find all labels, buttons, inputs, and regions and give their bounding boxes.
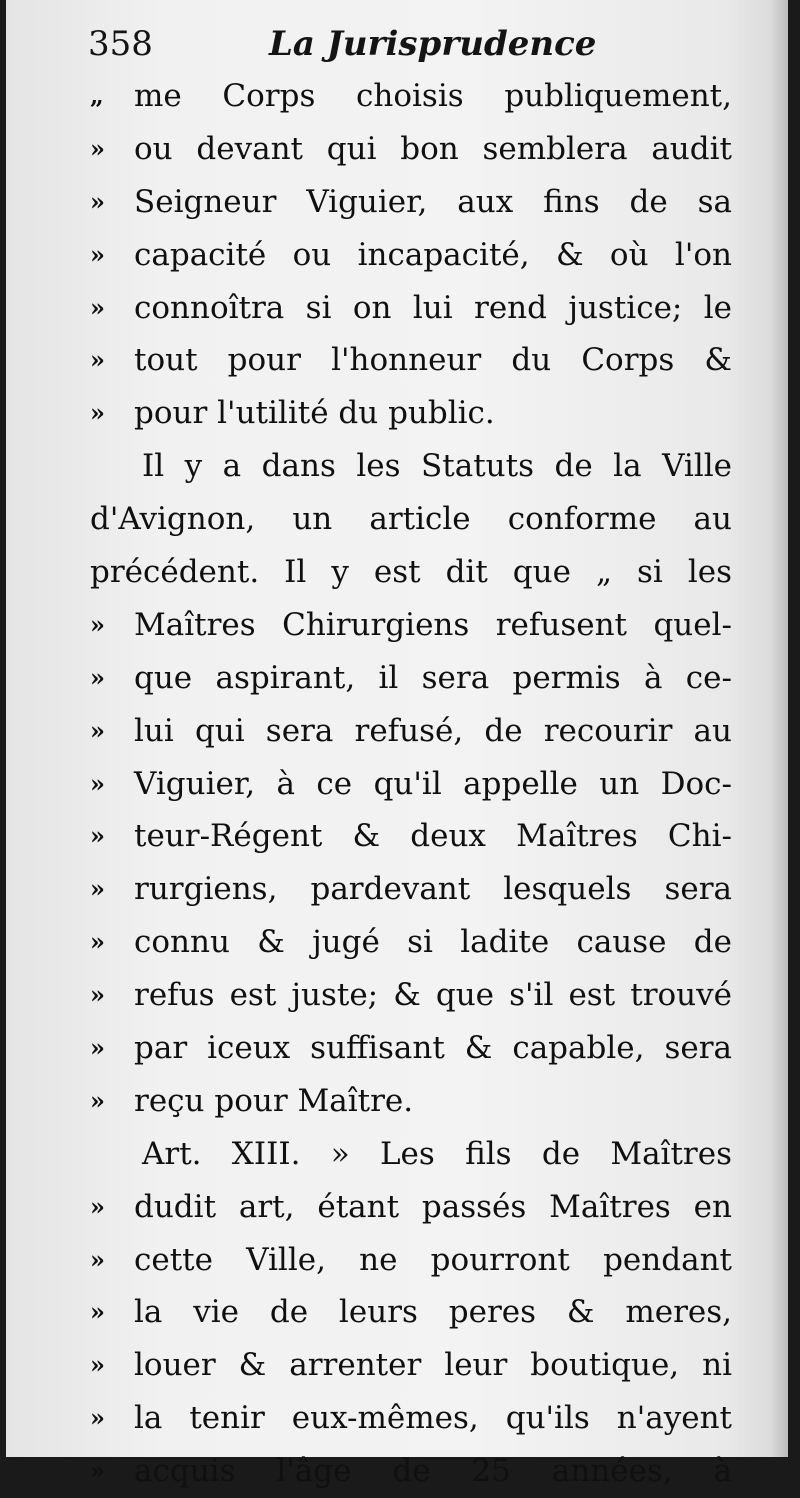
text-line bbox=[90, 70, 732, 123]
quote-mark: » bbox=[90, 927, 105, 957]
text-line bbox=[90, 969, 732, 1022]
line-text: cette Ville, ne pourront pendant bbox=[134, 1241, 732, 1278]
line-text: me Corps choisis publiquement, bbox=[134, 78, 732, 114]
quote-mark: » bbox=[90, 715, 105, 745]
line-text: précédent. Il y est dit que „ si les bbox=[90, 554, 732, 591]
text-line bbox=[90, 1234, 732, 1287]
line-text: que aspirant, il sera permis à ce- bbox=[134, 659, 732, 696]
text-line bbox=[90, 1392, 732, 1445]
quote-mark: » bbox=[90, 980, 105, 1010]
text-line bbox=[90, 1181, 732, 1234]
paragraph-start-line bbox=[90, 440, 732, 493]
line-text: lui qui sera refusé, de recourir au bbox=[134, 712, 732, 749]
line-text: par iceux suffisant & capable, sera bbox=[134, 1030, 732, 1067]
quote-mark: » bbox=[90, 1191, 105, 1221]
line-text: teur-Régent & deux Maîtres Chi- bbox=[134, 818, 732, 855]
quote-mark: » bbox=[90, 874, 105, 904]
line-text: rurgiens, pardevant lesquels sera bbox=[134, 871, 732, 908]
line-text: d'Avignon, un article conforme au bbox=[90, 501, 732, 538]
line-text: Art. XIII. » Les fils de Maîtres bbox=[142, 1135, 732, 1172]
line-text: connu & jugé si ladite cause de bbox=[134, 924, 732, 961]
line-text: Il y a dans les Statuts de la Ville bbox=[142, 448, 732, 485]
quote-mark: » bbox=[90, 239, 105, 269]
text-line bbox=[90, 1075, 732, 1128]
quote-mark: » bbox=[90, 1456, 105, 1486]
line-text: connoîtra si on lui rend justice; le bbox=[134, 289, 732, 326]
quote-mark: » bbox=[90, 1350, 105, 1380]
quote-mark: » bbox=[90, 186, 105, 216]
quote-mark: » bbox=[90, 768, 105, 798]
text-line bbox=[90, 229, 732, 282]
quote-mark: » bbox=[90, 821, 105, 851]
line-text: la vie de leurs peres & meres, bbox=[134, 1294, 732, 1331]
line-text: refus est juste; & que s'il est trouvé bbox=[134, 977, 732, 1014]
line-text: Seigneur Viguier, aux fins de sa bbox=[134, 183, 732, 220]
text-line bbox=[90, 599, 732, 652]
page-header bbox=[84, 22, 734, 66]
quote-mark: » bbox=[90, 1033, 105, 1063]
line-text: pour l'utilité du public. bbox=[134, 395, 495, 432]
text-line bbox=[90, 546, 732, 599]
quote-mark: » bbox=[90, 1403, 105, 1433]
text-line bbox=[90, 1445, 732, 1498]
line-text: capacité ou incapacité, & où l'on bbox=[134, 236, 732, 273]
text-line bbox=[90, 1022, 732, 1075]
quote-mark: » bbox=[90, 133, 105, 163]
text-line bbox=[90, 176, 732, 229]
quote-mark: » bbox=[90, 398, 105, 428]
text-line bbox=[90, 705, 732, 758]
quote-mark: » bbox=[90, 609, 105, 639]
text-line bbox=[90, 758, 732, 811]
line-text: tout pour l'honneur du Corps & bbox=[134, 342, 732, 379]
text-line bbox=[90, 916, 732, 969]
quote-mark: » bbox=[90, 1244, 105, 1274]
text-line bbox=[90, 387, 732, 440]
line-text: Viguier, à ce qu'il appelle un Doc- bbox=[134, 765, 732, 802]
line-text: dudit art, étant passés Maîtres en bbox=[134, 1188, 732, 1225]
line-text: acquis l'âge de 25 années, à bbox=[134, 1453, 732, 1490]
page-number: 358 bbox=[88, 24, 153, 64]
quote-mark: » bbox=[90, 345, 105, 375]
book-page bbox=[6, 0, 788, 1490]
quote-mark: » bbox=[90, 1297, 105, 1327]
text-line bbox=[90, 810, 732, 863]
text-line bbox=[90, 652, 732, 705]
text-line bbox=[90, 123, 732, 176]
running-title: La Jurisprudence bbox=[269, 24, 597, 64]
text-line bbox=[90, 334, 732, 387]
body-text bbox=[90, 70, 732, 1498]
text-line bbox=[90, 1286, 732, 1339]
quote-mark: „ bbox=[90, 81, 104, 110]
line-text: louer & arrenter leur boutique, ni bbox=[134, 1347, 732, 1384]
line-text: Maîtres Chirurgiens refusent quel- bbox=[134, 606, 732, 643]
line-text: la tenir eux-mêmes, qu'ils n'ayent bbox=[134, 1400, 732, 1437]
quote-mark: » bbox=[90, 662, 105, 692]
text-line bbox=[90, 1339, 732, 1392]
line-text: reçu pour Maître. bbox=[134, 1082, 414, 1119]
text-line bbox=[90, 282, 732, 335]
text-line bbox=[90, 863, 732, 916]
article-heading-line bbox=[90, 1128, 732, 1181]
line-text: ou devant qui bon semblera audit bbox=[134, 130, 732, 167]
quote-mark: » bbox=[90, 1085, 105, 1115]
text-line bbox=[90, 493, 732, 546]
quote-mark: » bbox=[90, 292, 105, 322]
